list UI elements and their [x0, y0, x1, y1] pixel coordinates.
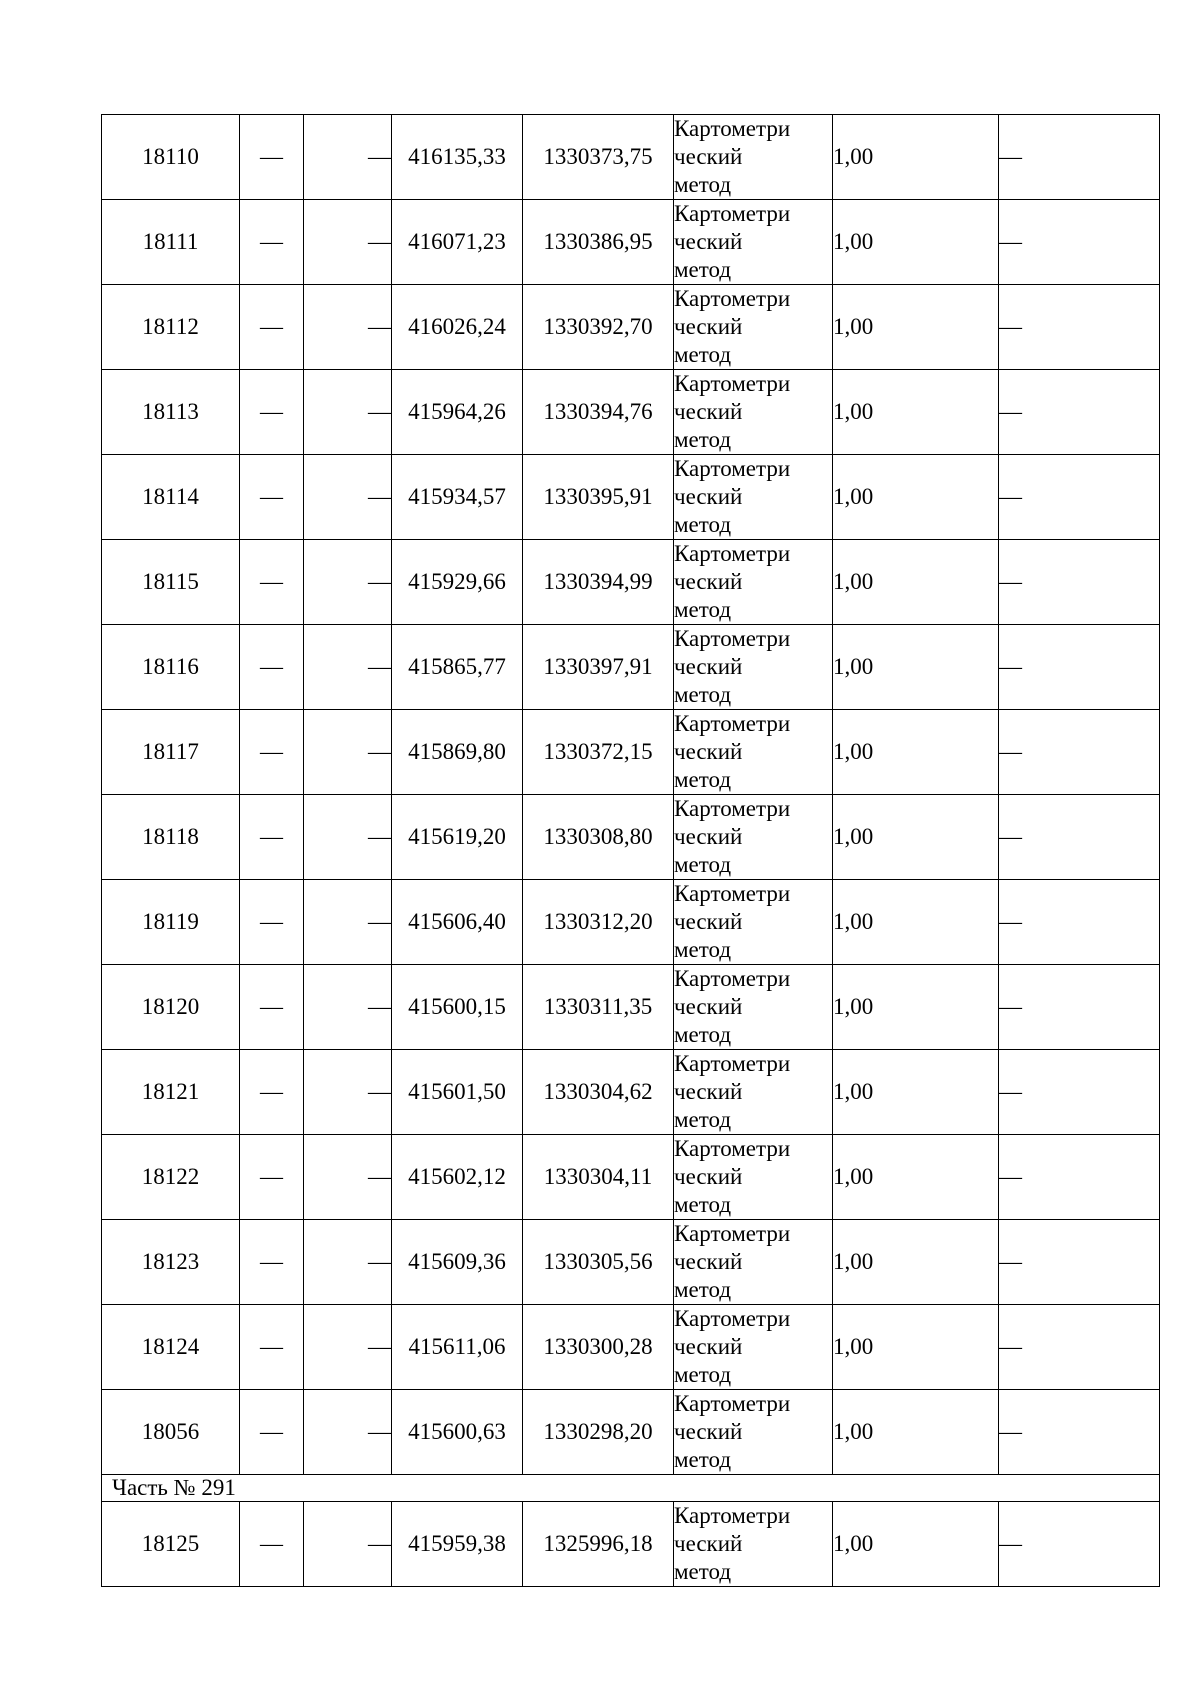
coordinate-y-cell: 1325996,18: [523, 1502, 674, 1587]
method-text-line: метод: [674, 1559, 732, 1584]
coordinate-y-cell: 1330397,91: [523, 625, 674, 710]
empty-value-cell: —: [304, 200, 392, 285]
coordinate-x-cell: 415934,57: [392, 455, 523, 540]
empty-value-cell: —: [304, 370, 392, 455]
coordinate-y-cell: 1330300,28: [523, 1305, 674, 1390]
empty-value-cell: —: [240, 965, 304, 1050]
description-cell: —: [999, 370, 1160, 455]
empty-value-cell: —: [240, 1050, 304, 1135]
coordinate-y-cell: 1330395,91: [523, 455, 674, 540]
empty-value-cell: —: [304, 965, 392, 1050]
method-cell: [674, 1390, 833, 1475]
method-cell: [674, 115, 833, 200]
accuracy-cell: 1,00: [833, 455, 999, 540]
method-cell: [674, 710, 833, 795]
accuracy-cell: 1,00: [833, 710, 999, 795]
coordinate-x-cell: 415929,66: [392, 540, 523, 625]
description-cell: —: [999, 285, 1160, 370]
table-row: [102, 200, 1160, 285]
coordinate-x-cell: 416135,33: [392, 115, 523, 200]
method-text-line: Картометри: [674, 116, 791, 141]
coordinate-x-cell: 415619,20: [392, 795, 523, 880]
accuracy-cell: 1,00: [833, 285, 999, 370]
coordinate-y-cell: 1330386,95: [523, 200, 674, 285]
method-cell: [674, 1220, 833, 1305]
empty-value-cell: —: [240, 370, 304, 455]
accuracy-cell: 1,00: [833, 1135, 999, 1220]
method-text-line: ческий: [674, 1249, 743, 1274]
method-text-line: метод: [674, 1447, 732, 1472]
empty-value-cell: —: [240, 710, 304, 795]
method-text-line: метод: [674, 1277, 732, 1302]
empty-value-cell: —: [304, 880, 392, 965]
description-cell: —: [999, 710, 1160, 795]
empty-value-cell: —: [240, 795, 304, 880]
point-number-cell: 18123: [102, 1220, 240, 1305]
point-number-cell: 18110: [102, 115, 240, 200]
point-number-cell: 18114: [102, 455, 240, 540]
method-text-line: Картометри: [674, 1503, 791, 1528]
accuracy-cell: 1,00: [833, 540, 999, 625]
method-text-line: Картометри: [674, 796, 791, 821]
method-cell: [674, 795, 833, 880]
coordinate-x-cell: 415600,15: [392, 965, 523, 1050]
coordinate-x-cell: 416071,23: [392, 200, 523, 285]
table-row: [102, 1502, 1160, 1587]
point-number-cell: 18113: [102, 370, 240, 455]
coordinates-table: [101, 114, 1160, 1587]
description-cell: —: [999, 200, 1160, 285]
accuracy-cell: 1,00: [833, 115, 999, 200]
method-text-line: ческий: [674, 1164, 743, 1189]
table-row: [102, 795, 1160, 880]
method-cell: [674, 1305, 833, 1390]
empty-value-cell: —: [240, 115, 304, 200]
point-number-cell: 18120: [102, 965, 240, 1050]
accuracy-cell: 1,00: [833, 1390, 999, 1475]
description-cell: —: [999, 625, 1160, 710]
method-text-line: Картометри: [674, 1136, 791, 1161]
coordinate-y-cell: 1330394,99: [523, 540, 674, 625]
empty-value-cell: —: [240, 625, 304, 710]
empty-value-cell: —: [304, 795, 392, 880]
table-row: [102, 115, 1160, 200]
empty-value-cell: —: [240, 1220, 304, 1305]
method-text-line: Картометри: [674, 966, 791, 991]
point-number-cell: 18115: [102, 540, 240, 625]
method-text-line: ческий: [674, 399, 743, 424]
coordinate-y-cell: 1330311,35: [523, 965, 674, 1050]
method-text-line: ческий: [674, 1079, 743, 1104]
method-text-line: метод: [674, 257, 732, 282]
empty-value-cell: —: [304, 1135, 392, 1220]
method-text-line: Картометри: [674, 626, 791, 651]
method-cell: [674, 1502, 833, 1587]
method-text-line: Картометри: [674, 881, 791, 906]
method-text-line: метод: [674, 1022, 732, 1047]
point-number-cell: 18119: [102, 880, 240, 965]
empty-value-cell: —: [304, 115, 392, 200]
table-body: [102, 115, 1160, 1587]
method-text-line: метод: [674, 597, 732, 622]
coordinate-x-cell: 416026,24: [392, 285, 523, 370]
part-header-row: [102, 1475, 1160, 1502]
part-label: Часть № 291: [102, 1475, 1160, 1502]
table-row: [102, 1050, 1160, 1135]
method-text-line: метод: [674, 427, 732, 452]
method-cell: [674, 455, 833, 540]
coordinate-y-cell: 1330373,75: [523, 115, 674, 200]
description-cell: —: [999, 115, 1160, 200]
empty-value-cell: —: [240, 1502, 304, 1587]
accuracy-cell: 1,00: [833, 1305, 999, 1390]
method-text-line: Картометри: [674, 286, 791, 311]
method-text-line: Картометри: [674, 1051, 791, 1076]
coordinate-x-cell: 415869,80: [392, 710, 523, 795]
coordinate-y-cell: 1330312,20: [523, 880, 674, 965]
description-cell: —: [999, 880, 1160, 965]
empty-value-cell: —: [304, 1390, 392, 1475]
empty-value-cell: —: [304, 1220, 392, 1305]
method-cell: [674, 370, 833, 455]
method-text-line: ческий: [674, 824, 743, 849]
accuracy-cell: 1,00: [833, 880, 999, 965]
coordinate-y-cell: 1330308,80: [523, 795, 674, 880]
method-text-line: Картометри: [674, 1221, 791, 1246]
accuracy-cell: 1,00: [833, 1220, 999, 1305]
coordinate-x-cell: 415609,36: [392, 1220, 523, 1305]
method-text-line: ческий: [674, 314, 743, 339]
empty-value-cell: —: [304, 1502, 392, 1587]
description-cell: —: [999, 1220, 1160, 1305]
empty-value-cell: —: [304, 710, 392, 795]
method-text-line: метод: [674, 852, 732, 877]
method-text-line: ческий: [674, 1531, 743, 1556]
method-cell: [674, 1050, 833, 1135]
table-row: [102, 285, 1160, 370]
description-cell: —: [999, 455, 1160, 540]
method-text-line: ческий: [674, 229, 743, 254]
accuracy-cell: 1,00: [833, 795, 999, 880]
accuracy-cell: 1,00: [833, 1050, 999, 1135]
coordinate-x-cell: 415601,50: [392, 1050, 523, 1135]
method-cell: [674, 285, 833, 370]
method-cell: [674, 880, 833, 965]
coordinate-x-cell: 415602,12: [392, 1135, 523, 1220]
point-number-cell: 18056: [102, 1390, 240, 1475]
method-text-line: метод: [674, 512, 732, 537]
point-number-cell: 18118: [102, 795, 240, 880]
method-text-line: ческий: [674, 739, 743, 764]
coordinate-y-cell: 1330392,70: [523, 285, 674, 370]
coordinate-x-cell: 415865,77: [392, 625, 523, 710]
table-row: [102, 455, 1160, 540]
table-row: [102, 1390, 1160, 1475]
coordinate-x-cell: 415600,63: [392, 1390, 523, 1475]
empty-value-cell: —: [240, 880, 304, 965]
description-cell: —: [999, 540, 1160, 625]
coordinate-x-cell: 415606,40: [392, 880, 523, 965]
method-text-line: ческий: [674, 1334, 743, 1359]
description-cell: —: [999, 1050, 1160, 1135]
empty-value-cell: —: [304, 540, 392, 625]
empty-value-cell: —: [304, 1050, 392, 1135]
method-text-line: ческий: [674, 484, 743, 509]
point-number-cell: 18124: [102, 1305, 240, 1390]
method-cell: [674, 1135, 833, 1220]
table-row: [102, 1220, 1160, 1305]
description-cell: —: [999, 795, 1160, 880]
point-number-cell: 18121: [102, 1050, 240, 1135]
method-text-line: метод: [674, 1192, 732, 1217]
point-number-cell: 18122: [102, 1135, 240, 1220]
coordinate-y-cell: 1330304,62: [523, 1050, 674, 1135]
method-text-line: метод: [674, 937, 732, 962]
method-text-line: Картометри: [674, 201, 791, 226]
method-text-line: метод: [674, 172, 732, 197]
method-text-line: метод: [674, 682, 732, 707]
method-text-line: Картометри: [674, 1391, 791, 1416]
coordinate-y-cell: 1330372,15: [523, 710, 674, 795]
description-cell: —: [999, 1135, 1160, 1220]
method-text-line: Картометри: [674, 541, 791, 566]
description-cell: —: [999, 1390, 1160, 1475]
coordinate-y-cell: 1330304,11: [523, 1135, 674, 1220]
method-text-line: ческий: [674, 654, 743, 679]
coordinate-y-cell: 1330298,20: [523, 1390, 674, 1475]
method-text-line: ческий: [674, 994, 743, 1019]
empty-value-cell: —: [304, 455, 392, 540]
table-row: [102, 540, 1160, 625]
method-text-line: ческий: [674, 909, 743, 934]
method-text-line: ческий: [674, 569, 743, 594]
coordinate-x-cell: 415959,38: [392, 1502, 523, 1587]
table-row: [102, 370, 1160, 455]
point-number-cell: 18111: [102, 200, 240, 285]
method-text-line: метод: [674, 767, 732, 792]
coordinate-y-cell: 1330305,56: [523, 1220, 674, 1305]
method-cell: [674, 965, 833, 1050]
table-row: [102, 710, 1160, 795]
method-text-line: ческий: [674, 1419, 743, 1444]
empty-value-cell: —: [240, 1135, 304, 1220]
method-cell: [674, 540, 833, 625]
empty-value-cell: —: [240, 1305, 304, 1390]
table-row: [102, 880, 1160, 965]
accuracy-cell: 1,00: [833, 965, 999, 1050]
method-text-line: Картометри: [674, 371, 791, 396]
table-row: [102, 1305, 1160, 1390]
method-text-line: метод: [674, 1362, 732, 1387]
method-text-line: Картометри: [674, 1306, 791, 1331]
table-row: [102, 1135, 1160, 1220]
empty-value-cell: —: [304, 285, 392, 370]
accuracy-cell: 1,00: [833, 370, 999, 455]
method-text-line: Картометри: [674, 711, 791, 736]
table-row: [102, 965, 1160, 1050]
description-cell: —: [999, 1305, 1160, 1390]
table-row: [102, 625, 1160, 710]
method-text-line: ческий: [674, 144, 743, 169]
empty-value-cell: —: [240, 1390, 304, 1475]
empty-value-cell: —: [240, 200, 304, 285]
empty-value-cell: —: [240, 540, 304, 625]
method-text-line: метод: [674, 342, 732, 367]
empty-value-cell: —: [240, 455, 304, 540]
method-text-line: метод: [674, 1107, 732, 1132]
method-cell: [674, 625, 833, 710]
coordinate-y-cell: 1330394,76: [523, 370, 674, 455]
point-number-cell: 18125: [102, 1502, 240, 1587]
point-number-cell: 18117: [102, 710, 240, 795]
method-cell: [674, 200, 833, 285]
description-cell: —: [999, 965, 1160, 1050]
coordinate-x-cell: 415611,06: [392, 1305, 523, 1390]
description-cell: —: [999, 1502, 1160, 1587]
coordinate-x-cell: 415964,26: [392, 370, 523, 455]
empty-value-cell: —: [304, 625, 392, 710]
point-number-cell: 18116: [102, 625, 240, 710]
method-text-line: Картометри: [674, 456, 791, 481]
empty-value-cell: —: [240, 285, 304, 370]
empty-value-cell: —: [304, 1305, 392, 1390]
accuracy-cell: 1,00: [833, 1502, 999, 1587]
point-number-cell: 18112: [102, 285, 240, 370]
accuracy-cell: 1,00: [833, 625, 999, 710]
accuracy-cell: 1,00: [833, 200, 999, 285]
